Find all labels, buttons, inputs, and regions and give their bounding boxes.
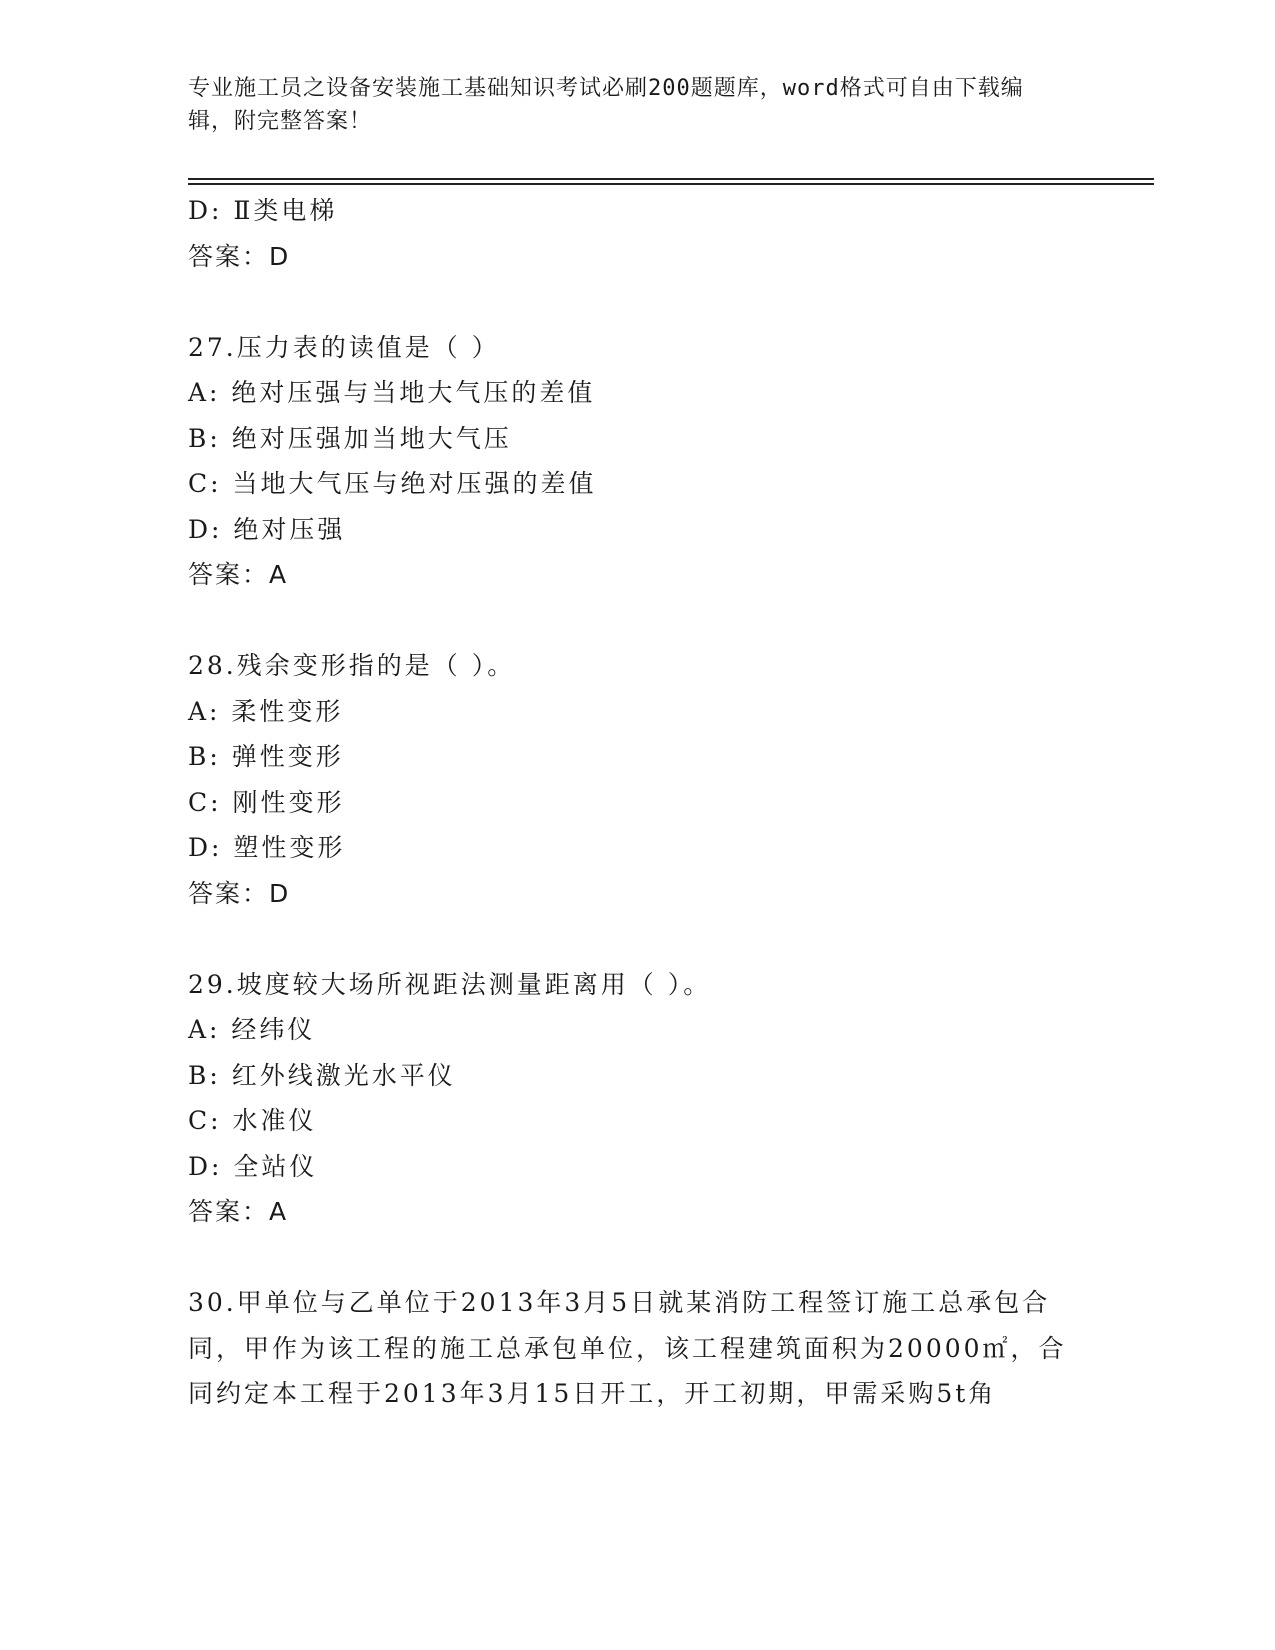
option-d: D: 全站仪 — [188, 1151, 318, 1181]
question-stem: 27.压力表的读值是（ ） — [188, 332, 500, 362]
spacer — [188, 916, 1088, 962]
document-header: 专业施工员之设备安装施工基础知识考试必刷200题题库，word格式可自由下载编辑，附完整答案！ — [188, 76, 1024, 134]
option-a: A: 柔性变形 — [188, 696, 344, 726]
answer-line: 答案：A — [188, 1197, 289, 1226]
option-b: B: 绝对压强加当地大气压 — [188, 423, 512, 453]
option-b: B: 弹性变形 — [188, 742, 344, 771]
question-stem: 29.坡度较大场所视距法测量距离用（ ）。 — [188, 969, 712, 999]
option-d: D: 塑性变形 — [188, 833, 346, 862]
question-30-stem: 30.甲单位与乙单位于2013年3月5日就某消防工程签订施工总承包合同，甲作为该工程的施工总承包单位，该工程建筑面积为20000㎡，合同约定本工程于2013年3月15日开工，开工初期，甲需采购5t角 — [188, 1288, 1067, 1408]
question-stem: 28.残余变形指的是（ ）。 — [188, 651, 516, 680]
header-rule-bottom — [188, 183, 1154, 185]
answer-line: 答案：D — [188, 878, 291, 908]
question-list — [188, 188, 1088, 1417]
spacer — [188, 1235, 1088, 1281]
option-d: D: 绝对压强 — [188, 514, 346, 544]
option-d: D: Ⅱ类电梯 — [188, 196, 338, 225]
answer-line: 答案：D — [188, 241, 291, 271]
answer-line: 答案：A — [188, 560, 289, 589]
option-a: A: 绝对压强与当地大气压的差值 — [188, 378, 596, 407]
option-c: C: 刚性变形 — [188, 787, 345, 817]
option-b: B: 红外线激光水平仪 — [188, 1060, 456, 1090]
spacer — [188, 598, 1088, 644]
header-rule-top — [188, 178, 1154, 180]
option-c: C: 水准仪 — [188, 1106, 317, 1135]
option-a: A: 经纬仪 — [188, 1015, 316, 1044]
spacer — [188, 279, 1088, 325]
option-c: C: 当地大气压与绝对压强的差值 — [188, 469, 597, 498]
